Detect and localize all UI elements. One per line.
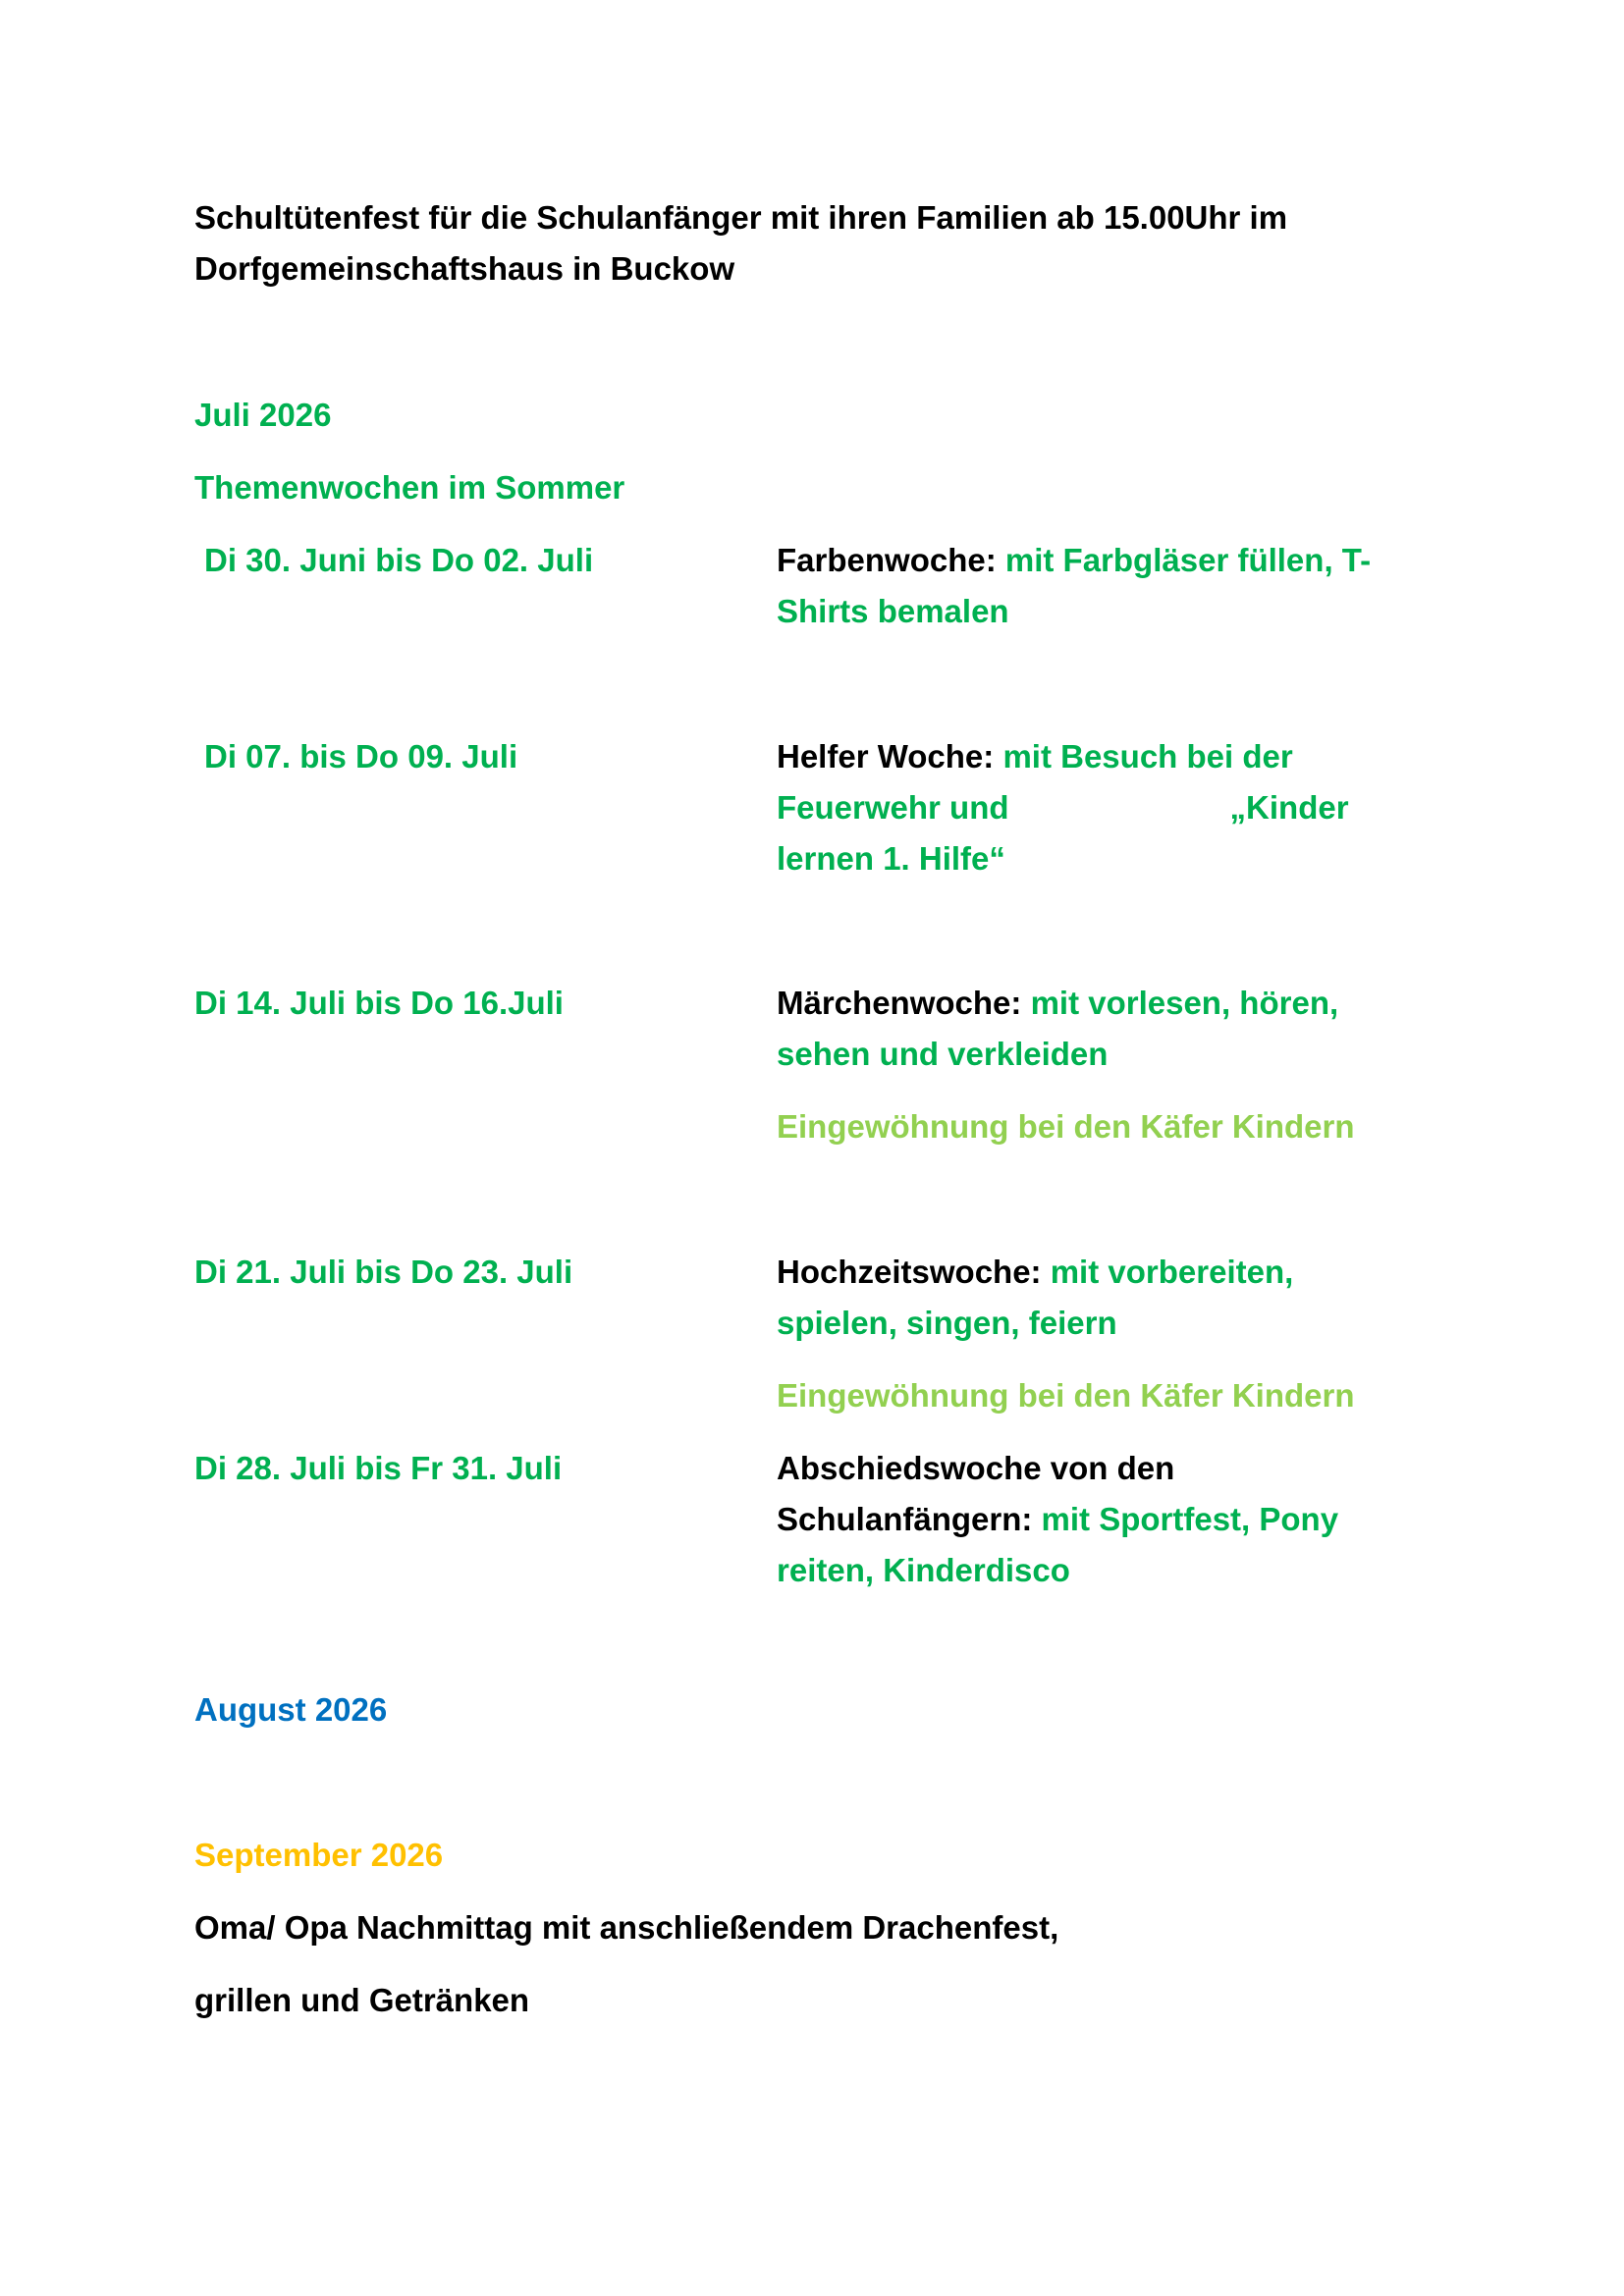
week-1-date: Di 30. Juni bis Do 02. Juli: [204, 542, 594, 578]
week-5-date: Di 28. Juli bis Fr 31. Juli: [194, 1450, 563, 1486]
week-2-date: Di 07. bis Do 09. Juli: [204, 738, 518, 774]
week-5-activity-line-2: reiten, Kinderdisco: [777, 1552, 1070, 1588]
week-4-activity-line-2: spielen, singen, feiern: [777, 1305, 1117, 1341]
intro-line-1: Schultütenfest für die Schulanfänger mit ihren Familien ab 15.00Uhr im: [194, 199, 1288, 236]
week-5-title-line-1: Abschiedswoche von den: [777, 1450, 1175, 1486]
week-2-activity-line-1: mit Besuch bei der: [1002, 738, 1293, 774]
week-2-description: [777, 731, 1405, 884]
week-4-description: [777, 1247, 1405, 1349]
week-3-activity-line-1: mit vorlesen, hören,: [1030, 985, 1339, 1021]
week-2-activity-line-2b: „Kinder: [1229, 789, 1349, 826]
week-1-title: Farbenwoche:: [777, 542, 997, 578]
week-1-activity-line-1: mit Farbgläser füllen, T-: [1004, 542, 1372, 578]
august-heading: August 2026: [194, 1691, 388, 1728]
week-3-date: Di 14. Juli bis Do 16.Juli: [194, 985, 564, 1021]
week-1-activity-line-2: Shirts bemalen: [777, 593, 1009, 629]
september-line-2: grillen und Getränken: [194, 1982, 530, 2018]
intro-paragraph: [194, 192, 1422, 294]
themenwochen-heading: Themenwochen im Sommer: [194, 469, 625, 506]
week-4-date: Di 21. Juli bis Do 23. Juli: [194, 1254, 573, 1290]
week-4-activity-line-1: mit vorbereiten,: [1050, 1254, 1294, 1290]
july-heading: Juli 2026: [194, 397, 332, 433]
week-4-note: Eingewöhnung bei den Käfer Kindern: [777, 1377, 1355, 1414]
week-4-title: Hochzeitswoche:: [777, 1254, 1042, 1290]
week-3-title: Märchenwoche:: [777, 985, 1022, 1021]
week-2-title: Helfer Woche:: [777, 738, 995, 774]
september-line-1: Oma/ Opa Nachmittag mit anschließendem Drachenfest,: [194, 1909, 1059, 1946]
week-5-activity-line-1: mit Sportfest, Pony: [1041, 1501, 1339, 1537]
week-5-title-line-2: Schulanfängern:: [777, 1501, 1033, 1537]
intro-line-2: Dorfgemeinschaftshaus in Buckow: [194, 250, 735, 287]
week-5-description: [777, 1443, 1405, 1596]
week-1-description: [777, 535, 1405, 637]
week-3-activity-line-2: sehen und verkleiden: [777, 1036, 1109, 1072]
week-3-description: [777, 978, 1405, 1080]
september-heading: September 2026: [194, 1837, 444, 1873]
week-2-activity-line-2a: Feuerwehr und: [777, 789, 1009, 826]
week-2-activity-line-3: lernen 1. Hilfe“: [777, 840, 1005, 877]
week-3-note: Eingewöhnung bei den Käfer Kindern: [777, 1108, 1355, 1145]
